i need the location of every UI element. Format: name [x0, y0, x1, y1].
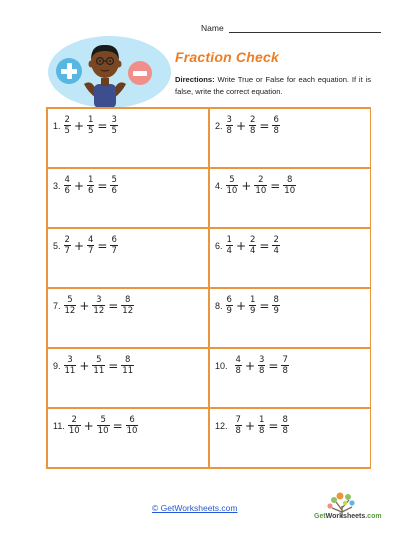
fraction [63, 355, 78, 376]
problem-grid [46, 107, 371, 469]
equals-sign: = [268, 358, 279, 373]
denominator: 5 [111, 126, 117, 136]
numerator: 2 [273, 235, 279, 245]
plus-sign: + [73, 238, 84, 253]
denominator: 4 [273, 246, 279, 256]
plus-sign: + [79, 358, 90, 373]
problem-cell[interactable] [47, 228, 209, 288]
fraction [248, 235, 257, 256]
numerator: 5 [96, 355, 102, 365]
equals-sign: = [97, 178, 108, 193]
denominator: 6 [64, 186, 70, 196]
problem-number: 3. [53, 180, 61, 191]
fraction [86, 115, 95, 136]
denominator: 10 [255, 186, 267, 196]
numerator: 6 [273, 115, 279, 125]
numerator: 5 [100, 415, 106, 425]
equals-sign: = [97, 118, 108, 133]
denominator: 8 [273, 126, 279, 136]
equation [53, 115, 208, 136]
numerator: 3 [259, 355, 265, 365]
page-title: Fraction Check [175, 49, 279, 65]
plus-icon [56, 58, 82, 84]
equation [53, 235, 208, 256]
logo-wordmark [314, 513, 382, 520]
problem-cell[interactable] [47, 288, 209, 348]
fraction [120, 355, 135, 376]
denominator: 10 [284, 186, 296, 196]
fraction [63, 235, 72, 256]
plus-sign: + [244, 358, 255, 373]
fraction [63, 175, 72, 196]
problem-number: 12. [215, 420, 228, 431]
numerator: 3 [67, 355, 73, 365]
numerator: 2 [250, 235, 256, 245]
problem-number: 7. [53, 300, 61, 311]
numerator: 4 [88, 235, 94, 245]
numerator: 4 [64, 175, 70, 185]
numerator: 2 [258, 175, 264, 185]
denominator: 11 [93, 366, 105, 376]
denominator: 4 [226, 246, 232, 256]
problem-number: 8. [215, 300, 223, 311]
numerator: 3 [96, 295, 102, 305]
name-underline [229, 24, 381, 33]
fraction [282, 175, 297, 196]
fraction [253, 175, 268, 196]
denominator: 12 [93, 306, 105, 316]
directions-text: Write True or False for each equation. If it is false, write the correct equation. [175, 75, 371, 96]
tree-logo-icon [312, 488, 372, 528]
fraction [109, 175, 118, 196]
equation [215, 295, 370, 316]
numerator: 2 [71, 415, 77, 425]
fraction [86, 175, 95, 196]
numerator: 1 [88, 115, 94, 125]
problem-cell[interactable] [209, 228, 371, 288]
denominator: 12 [122, 306, 134, 316]
denominator: 10 [126, 426, 138, 436]
denominator: 7 [111, 246, 117, 256]
problem-number: 2. [215, 120, 223, 131]
denominator: 8 [259, 366, 265, 376]
plus-sign: + [241, 178, 252, 193]
numerator: 8 [273, 295, 279, 305]
denominator: 8 [282, 426, 288, 436]
numerator: 6 [111, 235, 117, 245]
numerator: 2 [64, 235, 70, 245]
numerator: 4 [235, 355, 241, 365]
fraction [91, 355, 106, 376]
problem-number: 4. [215, 180, 223, 191]
equation [215, 175, 370, 196]
numerator: 6 [226, 295, 232, 305]
equation [53, 175, 208, 196]
plus-sign: + [73, 178, 84, 193]
problem-cell[interactable] [209, 168, 371, 228]
name-field [201, 23, 381, 33]
child-shrugging-illustration [80, 40, 130, 108]
equals-sign: = [259, 298, 270, 313]
fraction [91, 295, 106, 316]
plus-sign: + [83, 418, 94, 433]
numerator: 2 [250, 115, 256, 125]
denominator: 4 [250, 246, 256, 256]
fraction [109, 235, 118, 256]
denominator: 6 [111, 186, 117, 196]
logo-part-com: .com [365, 513, 382, 520]
equation [53, 355, 208, 376]
problem-cell[interactable] [47, 408, 209, 468]
plus-sign: + [235, 238, 246, 253]
fraction [234, 355, 243, 376]
numerator: 8 [282, 415, 288, 425]
name-label: Name [201, 23, 224, 33]
problem-number: 10. [215, 360, 228, 371]
plus-sign: + [235, 298, 246, 313]
problem-cell[interactable] [209, 288, 371, 348]
fraction [63, 295, 78, 316]
numerator: 5 [111, 175, 117, 185]
numerator: 1 [88, 175, 94, 185]
fraction [248, 115, 257, 136]
equation [215, 235, 370, 256]
numerator: 3 [226, 115, 232, 125]
fraction [67, 415, 82, 436]
denominator: 10 [226, 186, 238, 196]
denominator: 6 [88, 186, 94, 196]
denominator: 8 [250, 126, 256, 136]
plus-sign: + [235, 118, 246, 133]
fraction [257, 355, 266, 376]
equals-sign: = [268, 418, 279, 433]
problem-number: 11. [53, 420, 65, 431]
numerator: 6 [129, 415, 135, 425]
logo-part-get: Get [314, 513, 326, 520]
denominator: 5 [88, 126, 94, 136]
numerator: 5 [229, 175, 235, 185]
numerator: 7 [282, 355, 288, 365]
fraction [125, 415, 140, 436]
minus-icon [128, 61, 152, 85]
fraction [234, 415, 243, 436]
denominator: 10 [68, 426, 80, 436]
plus-sign: + [73, 118, 84, 133]
plus-sign: + [79, 298, 90, 313]
numerator: 2 [64, 115, 70, 125]
denominator: 8 [259, 426, 265, 436]
denominator: 11 [64, 366, 76, 376]
fraction [225, 115, 234, 136]
fraction [225, 235, 234, 256]
numerator: 8 [287, 175, 293, 185]
numerator: 3 [111, 115, 117, 125]
denominator: 7 [88, 246, 94, 256]
denominator: 9 [226, 306, 232, 316]
equation [53, 295, 208, 316]
problem-cell[interactable] [209, 348, 371, 408]
problem-number: 6. [215, 240, 223, 251]
fraction [271, 115, 280, 136]
fraction [225, 175, 240, 196]
numerator: 1 [226, 235, 232, 245]
numerator: 1 [250, 295, 256, 305]
fraction [248, 295, 257, 316]
denominator: 12 [64, 306, 76, 316]
directions [175, 74, 371, 98]
numerator: 8 [125, 355, 131, 365]
denominator: 9 [250, 306, 256, 316]
problem-cell[interactable] [47, 168, 209, 228]
fraction [271, 235, 280, 256]
equation [215, 415, 370, 436]
denominator: 7 [64, 246, 70, 256]
equals-sign: = [270, 178, 281, 193]
equals-sign: = [108, 358, 119, 373]
denominator: 8 [226, 126, 232, 136]
problem-cell[interactable] [209, 408, 371, 468]
denominator: 9 [273, 306, 279, 316]
fraction [280, 355, 289, 376]
equation [215, 355, 370, 376]
fraction [86, 235, 95, 256]
equals-sign: = [259, 118, 270, 133]
plus-sign: + [244, 418, 255, 433]
denominator: 5 [64, 126, 70, 136]
fraction [96, 415, 111, 436]
problem-cell[interactable] [47, 108, 209, 168]
fraction [225, 295, 234, 316]
denominator: 10 [97, 426, 109, 436]
fraction [120, 295, 135, 316]
fraction [280, 415, 289, 436]
denominator: 11 [122, 366, 134, 376]
denominator: 8 [282, 366, 288, 376]
equation [53, 415, 208, 436]
problem-number: 9. [53, 360, 61, 371]
problem-number: 1. [53, 120, 61, 131]
denominator: 8 [235, 366, 241, 376]
equals-sign: = [112, 418, 123, 433]
equation [215, 115, 370, 136]
fraction [109, 115, 118, 136]
numerator: 8 [125, 295, 131, 305]
footer-link[interactable]: © GetWorksheets.com [152, 503, 238, 513]
fraction [63, 115, 72, 136]
equals-sign: = [259, 238, 270, 253]
numerator: 1 [259, 415, 265, 425]
equals-sign: = [108, 298, 119, 313]
equals-sign: = [97, 238, 108, 253]
denominator: 8 [235, 426, 241, 436]
problem-number: 5. [53, 240, 61, 251]
numerator: 5 [67, 295, 73, 305]
numerator: 7 [235, 415, 241, 425]
problem-cell[interactable] [47, 348, 209, 408]
logo-part-worksheets: Worksheets [325, 513, 366, 520]
problem-cell[interactable] [209, 108, 371, 168]
directions-label: Directions: [175, 75, 215, 84]
fraction [257, 415, 266, 436]
fraction [271, 295, 280, 316]
